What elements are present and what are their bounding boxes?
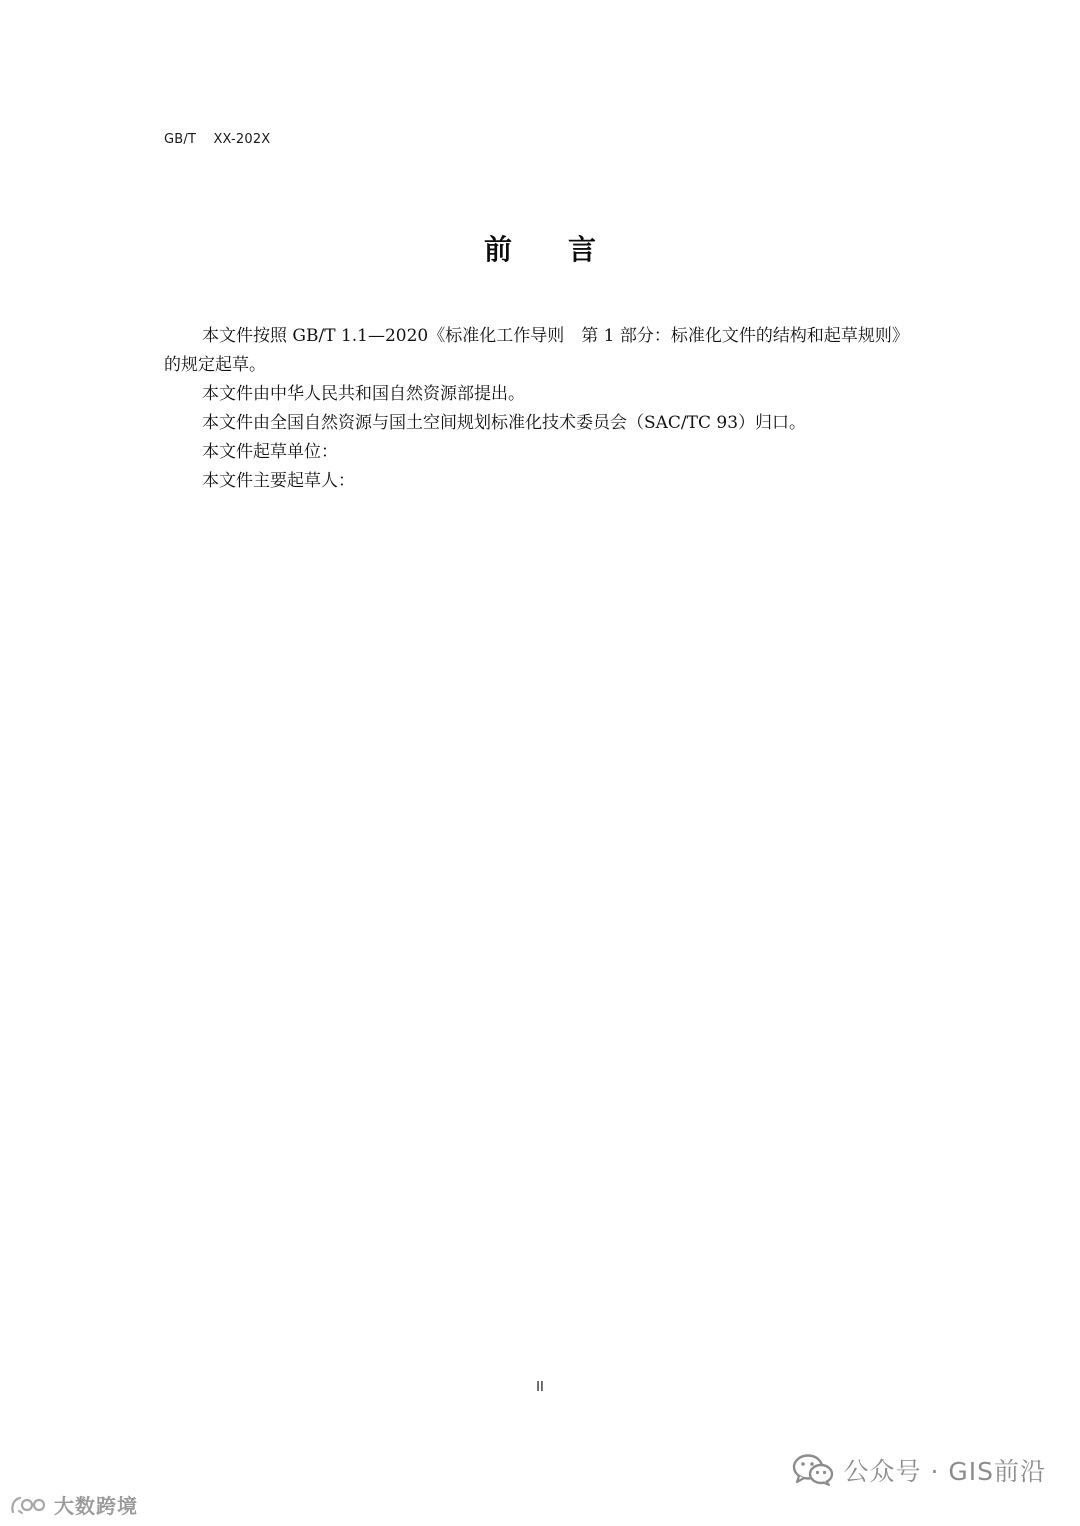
page-title: 前言 xyxy=(483,233,652,266)
watermark-left xyxy=(10,1490,138,1519)
document-body xyxy=(164,322,924,496)
paragraph-main-drafters: 本文件主要起草人： xyxy=(202,471,355,491)
watermark-right xyxy=(792,1452,1046,1488)
watermark-left-text: 大数跨境 xyxy=(54,1494,138,1518)
paragraph-centralized-unit: 本文件由全国自然资源与国土空间规划标准化技术委员会（SAC/TC 93）归口。 xyxy=(202,413,807,433)
paragraph-drafting-basis: 本文件按照 GB/T 1.1—2020《标准化工作导则 第 1 部分：标准化文件的结构和起草规则》的规定起草。 xyxy=(164,326,909,375)
paragraph-drafting-units: 本文件起草单位： xyxy=(202,442,338,462)
document-code: GB/T XX-202X xyxy=(164,132,271,147)
watermark-right-text: 公众号 · GIS前沿 xyxy=(843,1457,1046,1486)
paragraph-proposer: 本文件由中华人民共和国自然资源部提出。 xyxy=(202,384,525,404)
page-number: II xyxy=(536,1380,544,1395)
camera-logo-icon xyxy=(10,1494,48,1516)
wechat-icon xyxy=(792,1453,834,1487)
